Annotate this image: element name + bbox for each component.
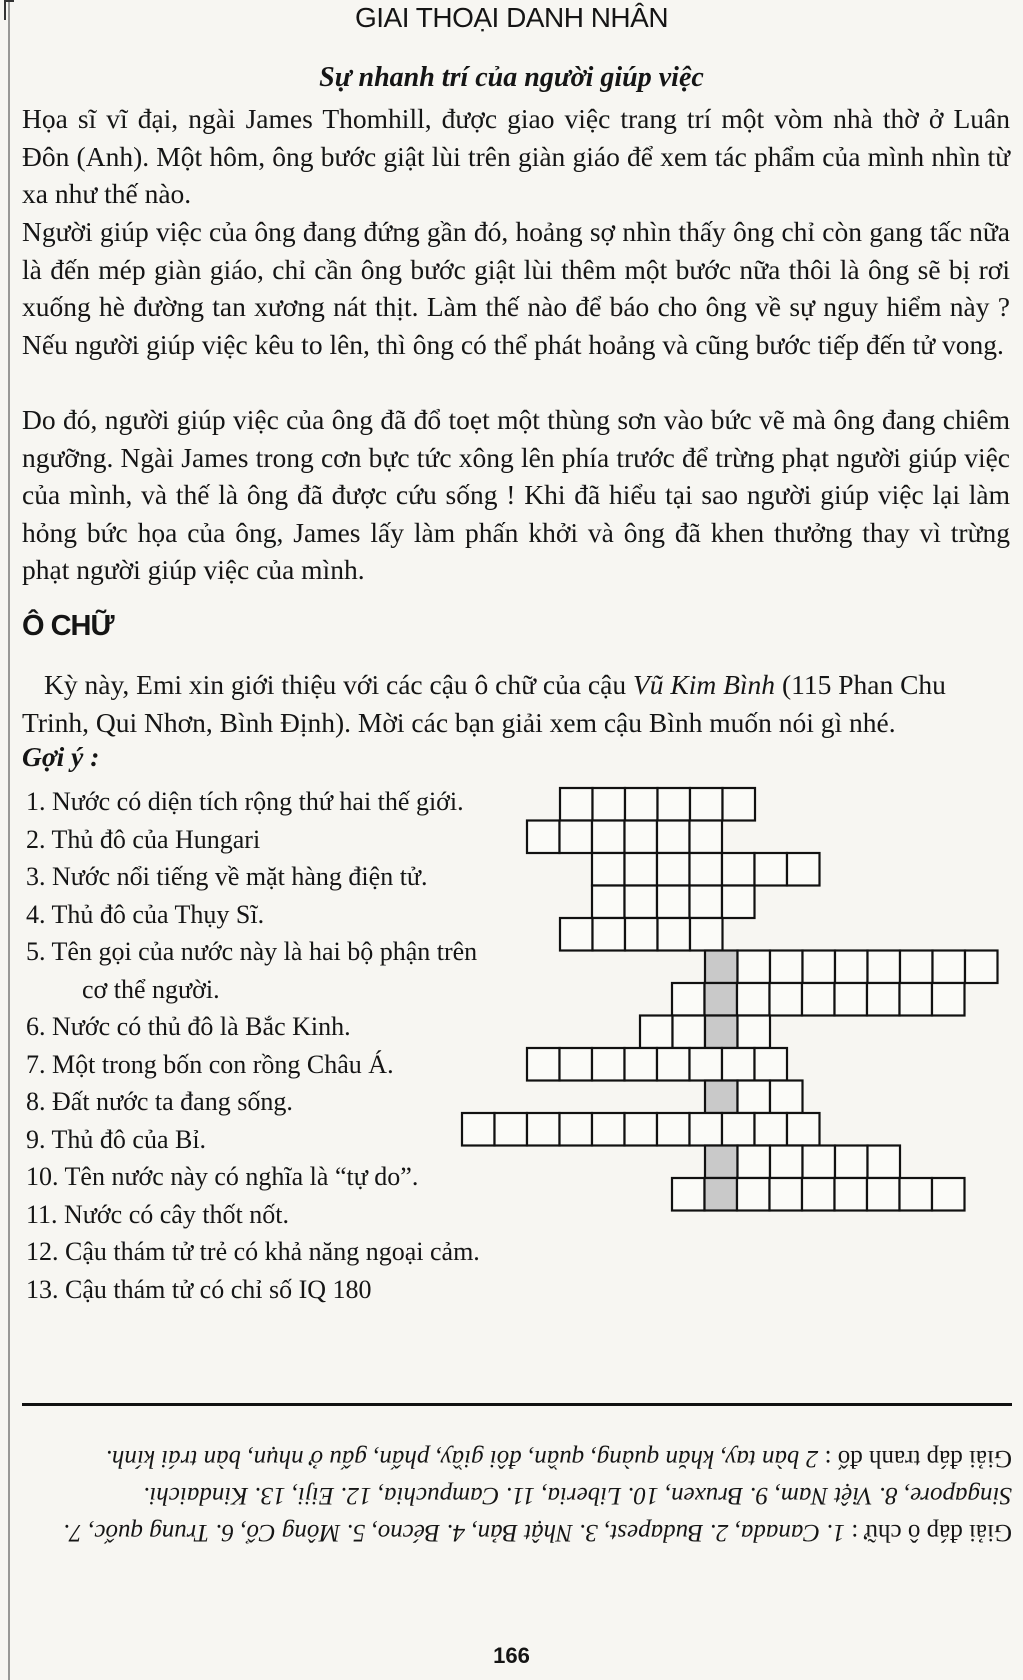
crossword-cell bbox=[690, 1048, 723, 1081]
crossword-cell bbox=[737, 983, 770, 1016]
crossword-cell bbox=[690, 821, 723, 854]
crossword-key-cell bbox=[705, 1146, 738, 1179]
crossword-cell bbox=[723, 788, 756, 821]
crossword-cell bbox=[770, 983, 803, 1016]
story-title: Sự nhanh trí của người giúp việc bbox=[319, 62, 704, 93]
crossword-cell bbox=[560, 1048, 593, 1081]
crossword-cell bbox=[755, 853, 788, 886]
crossword-cell bbox=[462, 1113, 495, 1146]
crossword-cell bbox=[625, 853, 658, 886]
clue-item: 6. Nước có thủ đô là Bắc Kinh. bbox=[26, 1012, 351, 1041]
intro-text: Kỳ này, Emi xin giới thiệu với các cậu ô chữ của cậu bbox=[44, 669, 633, 700]
clue-item: 10. Tên nước này có nghĩa là “tự do”. bbox=[26, 1162, 419, 1191]
clue-item: 5. Tên gọi của nước này là hai bộ phận trên bbox=[26, 937, 478, 966]
crossword-cell bbox=[657, 821, 690, 854]
intro-text: (115 Phan Chu Trinh, Qui Nhơn, Bình Định). Mời các bạn giải xem cậu Bình muốn nói gì nhé. bbox=[22, 669, 946, 738]
crossword-cell bbox=[527, 1113, 560, 1146]
crossword-cell bbox=[722, 1113, 755, 1146]
crossword-cell bbox=[592, 1113, 625, 1146]
crossword-cell bbox=[738, 951, 771, 984]
crossword-cell bbox=[625, 918, 658, 951]
clue-item: 13. Cậu thám tử có chỉ số IQ 180 bbox=[26, 1274, 372, 1304]
crossword-cell bbox=[658, 788, 691, 821]
crossword-cell bbox=[625, 1048, 658, 1081]
crossword-cell bbox=[965, 951, 998, 984]
hint-label: Gợi ý : bbox=[22, 741, 100, 772]
crossword-cell bbox=[867, 983, 900, 1016]
crossword-key-cell bbox=[705, 951, 738, 984]
crossword-cell bbox=[672, 983, 705, 1016]
crossword-cell bbox=[803, 951, 836, 984]
crossword-cell bbox=[737, 1178, 770, 1211]
crossword-key-cell bbox=[705, 1178, 738, 1211]
crossword-cell bbox=[933, 951, 966, 984]
crossword-cell bbox=[592, 886, 625, 919]
crossword-cell bbox=[867, 1178, 900, 1211]
crossword-cell bbox=[527, 1048, 560, 1081]
crossword-cell bbox=[657, 886, 690, 919]
crossword-cell bbox=[755, 1048, 788, 1081]
crossword-cell bbox=[802, 983, 835, 1016]
crossword-cell bbox=[625, 886, 658, 919]
crossword-cell bbox=[592, 853, 625, 886]
crossword-cell bbox=[625, 1113, 658, 1146]
crossword-cell bbox=[657, 853, 690, 886]
clue-item: 7. Một trong bốn con rồng Châu Á. bbox=[26, 1049, 394, 1079]
crossword-cell bbox=[722, 886, 755, 919]
crossword-key-cell bbox=[705, 983, 738, 1016]
answers-prefix: Giải đáp ô chữ : bbox=[845, 1519, 1012, 1546]
story-paragraph: Người giúp việc của ông đang đứng gần đó, hoảng sợ nhìn thấy ông chỉ còn gang tấc nữa là đến mép giàn giáo, chỉ cần ông bước giật lùi thêm một bước nữa thôi là ông sẽ bị rơi xuống hè đường tan xương nát thịt. Làm thế nào để báo cho ông về sự nguy hiểm này ? Nếu người giúp việc kêu to lên, thì ông có thể phát hoảng và cũng bước tiếp đến tử vong. bbox=[22, 216, 1010, 360]
crossword-cell bbox=[770, 1081, 803, 1114]
crossword-cell bbox=[835, 1178, 868, 1211]
crossword-cell bbox=[738, 1081, 771, 1114]
crossword-cell bbox=[722, 1048, 755, 1081]
crossword-cell bbox=[932, 1178, 965, 1211]
answers-text: 1. Canada, 2. Budapest, 3. Nhật Bản, 4. Bécno, 5. Mông Cổ, 6. Trung quốc, 7. Singapore, 8. Việt Nam, 9. Bruxen, 10. Liberia, 11. Campuchia, 12. Eiji, 13. Kindaichi. bbox=[63, 1482, 1012, 1546]
crossword-cell bbox=[738, 1146, 771, 1179]
crossword-cell bbox=[658, 918, 691, 951]
picture-puzzle-answers bbox=[22, 1440, 1012, 1477]
answers-prefix: Giải đáp tranh đố : bbox=[818, 1445, 1012, 1472]
page-header: GIAI THOẠI DANH NHÂN bbox=[354, 2, 669, 33]
crossword-cell bbox=[900, 983, 933, 1016]
crossword-cell bbox=[770, 951, 803, 984]
crossword-cell bbox=[657, 1048, 690, 1081]
crossword-cell bbox=[835, 1146, 868, 1179]
story-paragraph: Họa sĩ vĩ đại, ngài James Thomhill, được giao việc trang trí một vòm nhà thờ ở Luân Đôn (Anh). Một hôm, ông bước giật lùi trên giàn giáo để xem tác phẩm của mình nhìn từ xa như thế nào. bbox=[22, 103, 1010, 209]
crossword-cell bbox=[593, 788, 626, 821]
clue-item: 9. Thủ đô của Bỉ. bbox=[26, 1124, 207, 1154]
crossword-cell bbox=[592, 1048, 625, 1081]
crossword-cell bbox=[802, 1178, 835, 1211]
clue-item: 12. Cậu thám tử trẻ có khả năng ngoại cảm. bbox=[26, 1237, 480, 1266]
crossword-cell bbox=[787, 853, 820, 886]
crossword-cell bbox=[593, 918, 626, 951]
crossword-key-cell bbox=[705, 1016, 738, 1049]
crossword-cell bbox=[690, 1113, 723, 1146]
crossword-answers bbox=[22, 1477, 1012, 1551]
crossword-cell bbox=[738, 1016, 771, 1049]
crossword-cell bbox=[770, 1146, 803, 1179]
crossword-cell bbox=[900, 1178, 933, 1211]
crossword-cell bbox=[787, 1113, 820, 1146]
answers-text: 2 bàn tay, khăn quàng, quần, đôi giầy, phấn, gấu ở nhụn, bàn trái kính. bbox=[105, 1445, 819, 1472]
crossword-cell bbox=[625, 788, 658, 821]
crossword-section-title: Ô CHỮ bbox=[22, 610, 114, 642]
crossword-cell bbox=[932, 983, 965, 1016]
crossword-cell bbox=[690, 853, 723, 886]
separator-rule bbox=[22, 1403, 1012, 1406]
crossword-cell bbox=[868, 1146, 901, 1179]
crossword-cell bbox=[560, 788, 593, 821]
clue-item: 4. Thủ đô của Thụy Sĩ. bbox=[26, 899, 265, 929]
crossword-cell bbox=[690, 918, 723, 951]
crossword-cell bbox=[640, 1016, 673, 1049]
crossword-cell bbox=[495, 1113, 528, 1146]
clue-item: 1. Nước có diện tích rộng thứ hai thế giới. bbox=[26, 787, 464, 816]
crossword-cell bbox=[625, 821, 658, 854]
crossword-cell bbox=[835, 983, 868, 1016]
clue-item: 2. Thủ đô của Hungari bbox=[26, 824, 261, 854]
crossword-cell bbox=[755, 1113, 788, 1146]
crossword-cell bbox=[722, 853, 755, 886]
crossword-cell bbox=[868, 951, 901, 984]
clue-item: 3. Nước nổi tiếng về mặt hàng điện tử. bbox=[26, 862, 428, 891]
clue-item: 11. Nước có cây thốt nốt. bbox=[26, 1199, 289, 1229]
crossword-cell bbox=[560, 1113, 593, 1146]
crossword-cell bbox=[672, 1178, 705, 1211]
crossword-key-cell bbox=[705, 1081, 738, 1114]
crossword-cell bbox=[592, 821, 625, 854]
crossword-cell bbox=[560, 821, 593, 854]
crossword-cell bbox=[770, 1178, 803, 1211]
clue-item-continuation: cơ thể người. bbox=[82, 974, 220, 1004]
story-paragraph: Do đó, người giúp việc của ông đã đổ toẹt một thùng sơn vào bức vẽ mà ông đang chiêm ngưỡng. Ngài James trong cơn bực tức xông lên phía trước để trừng phạt người giúp việc của mình, và thế là ông đã được cứu sống ! Khi đã hiểu tại sao người giúp việc lại làm hỏng bức họa của ông, James lấy làm phấn khởi và ông đã khen thưởng thay vì trừng phạt người giúp việc của mình. bbox=[22, 404, 1010, 585]
crossword-cell bbox=[835, 951, 868, 984]
answers-upside-down bbox=[22, 1440, 1012, 1625]
answers-block bbox=[22, 1440, 1012, 1551]
author-name: Vũ Kim Bình bbox=[632, 669, 776, 700]
crossword-cell bbox=[560, 918, 593, 951]
crossword-cell bbox=[690, 886, 723, 919]
crossword-cell bbox=[900, 951, 933, 984]
crossword-cell bbox=[803, 1146, 836, 1179]
page-number: 166 bbox=[493, 1643, 530, 1668]
clue-item: 8. Đất nước ta đang sống. bbox=[26, 1087, 293, 1116]
crossword-cell bbox=[657, 1113, 690, 1146]
crossword-cell bbox=[673, 1016, 706, 1049]
crossword-cell bbox=[690, 788, 723, 821]
crossword-cell bbox=[527, 821, 560, 854]
